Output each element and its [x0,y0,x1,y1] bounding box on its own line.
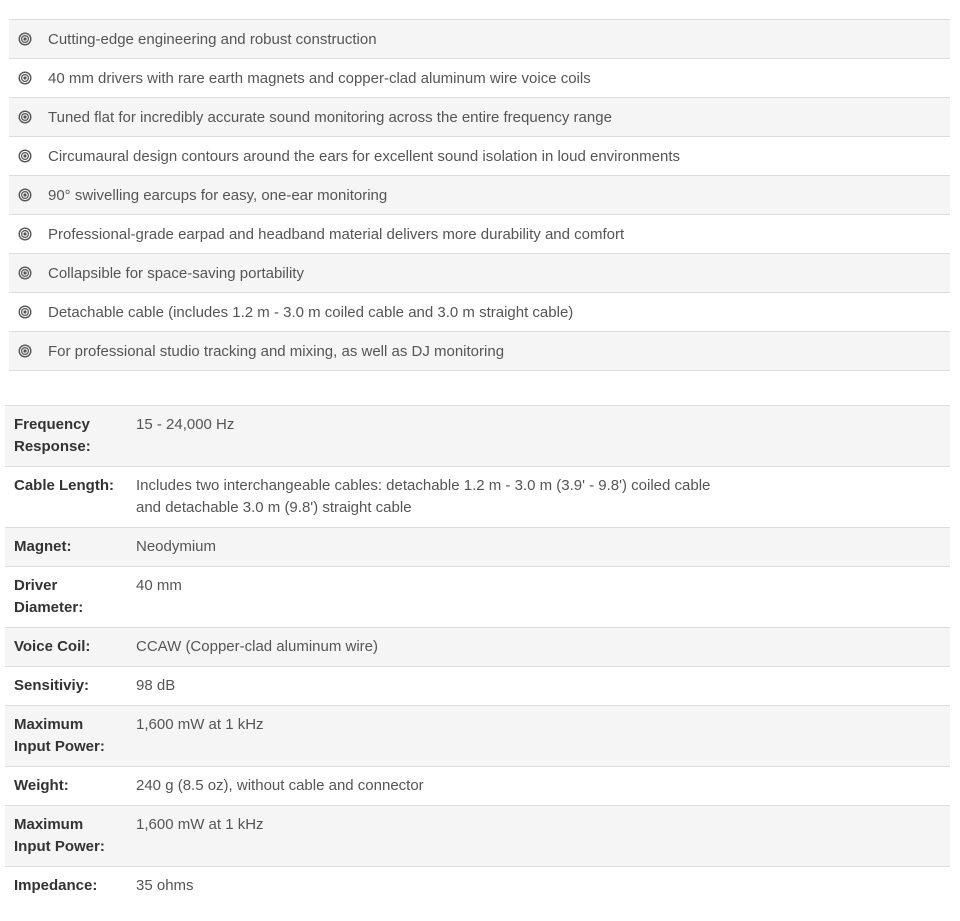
spec-label: Maximum Input Power: [14,716,105,755]
feature-item [9,20,950,59]
spec-row-sensitivity [5,667,950,706]
spec-row-cable-length [5,467,950,528]
radio-target-icon [18,110,32,124]
spec-row-voice-coil [5,628,950,667]
feature-item [9,215,950,254]
spec-label: Cable Length: [14,477,114,494]
spec-value: 35 ohms [136,877,194,894]
feature-text: Circumaural design contours around the ears for excellent sound isolation in loud environments [48,147,681,165]
radio-target-icon [18,305,32,319]
feature-item [9,254,950,293]
spec-label: Impedance: [14,877,98,894]
feature-item [9,176,950,215]
spec-label: Weight: [14,777,69,794]
feature-text: 90° swivelling earcups for easy, one-ear monitoring [48,186,388,204]
radio-target-icon [18,227,32,241]
spec-value: 98 dB [136,677,176,694]
spec-value: Includes two interchangeable cables: detachable 1.2 m - 3.0 m (3.9' - 9.8') coiled cable and detachable 3.0 m (9.8') straight cable [136,477,711,516]
spec-value: CCAW (Copper-clad aluminum wire) [136,638,378,655]
radio-target-icon [18,266,32,280]
feature-item [9,98,950,137]
spec-row-weight [5,767,950,806]
spec-row-impedance [5,867,950,906]
spec-row-maximum-input-power [5,806,950,867]
feature-text: Collapsible for space-saving portability [48,264,304,282]
radio-target-icon [18,344,32,358]
spec-label: Sensitiviy: [14,677,90,694]
feature-item [9,332,950,371]
radio-target-icon [18,188,32,202]
feature-text: Tuned flat for incredibly accurate sound monitoring across the entire frequency range [48,108,612,126]
spec-value: 1,600 mW at 1 kHz [136,716,264,733]
feature-text: Professional-grade earpad and headband material delivers more durability and comfort [48,225,625,243]
spec-label: Voice Coil: [14,638,91,655]
radio-target-icon [18,149,32,163]
spec-value: 15 - 24,000 Hz [136,416,235,433]
feature-text: 40 mm drivers with rare earth magnets and copper-clad aluminum wire voice coils [48,69,591,87]
feature-text: Cutting-edge engineering and robust construction [48,30,377,48]
spec-row-frequency-response [5,406,950,467]
spec-label: Driver Diameter: [14,577,84,616]
spec-value: 1,600 mW at 1 kHz [136,816,264,833]
radio-target-icon [18,71,32,85]
spec-value: 240 g (8.5 oz), without cable and connector [136,777,424,794]
spec-label: Maximum Input Power: [14,816,105,855]
spec-label: Frequency Response: [14,416,91,455]
feature-text: Detachable cable (includes 1.2 m - 3.0 m coiled cable and 3.0 m straight cable) [48,303,574,321]
spec-row-magnet [5,528,950,567]
spec-label: Magnet: [14,538,72,555]
spec-row-maximum-input-power [5,706,950,767]
specifications-table [5,405,950,905]
feature-list [9,19,950,371]
spec-value: Neodymium [136,538,217,555]
spec-row-driver-diameter [5,567,950,628]
feature-item [9,293,950,332]
spec-value: 40 mm [136,577,182,594]
feature-item [9,137,950,176]
feature-text: For professional studio tracking and mixing, as well as DJ monitoring [48,342,505,360]
feature-item [9,59,950,98]
radio-target-icon [18,32,32,46]
